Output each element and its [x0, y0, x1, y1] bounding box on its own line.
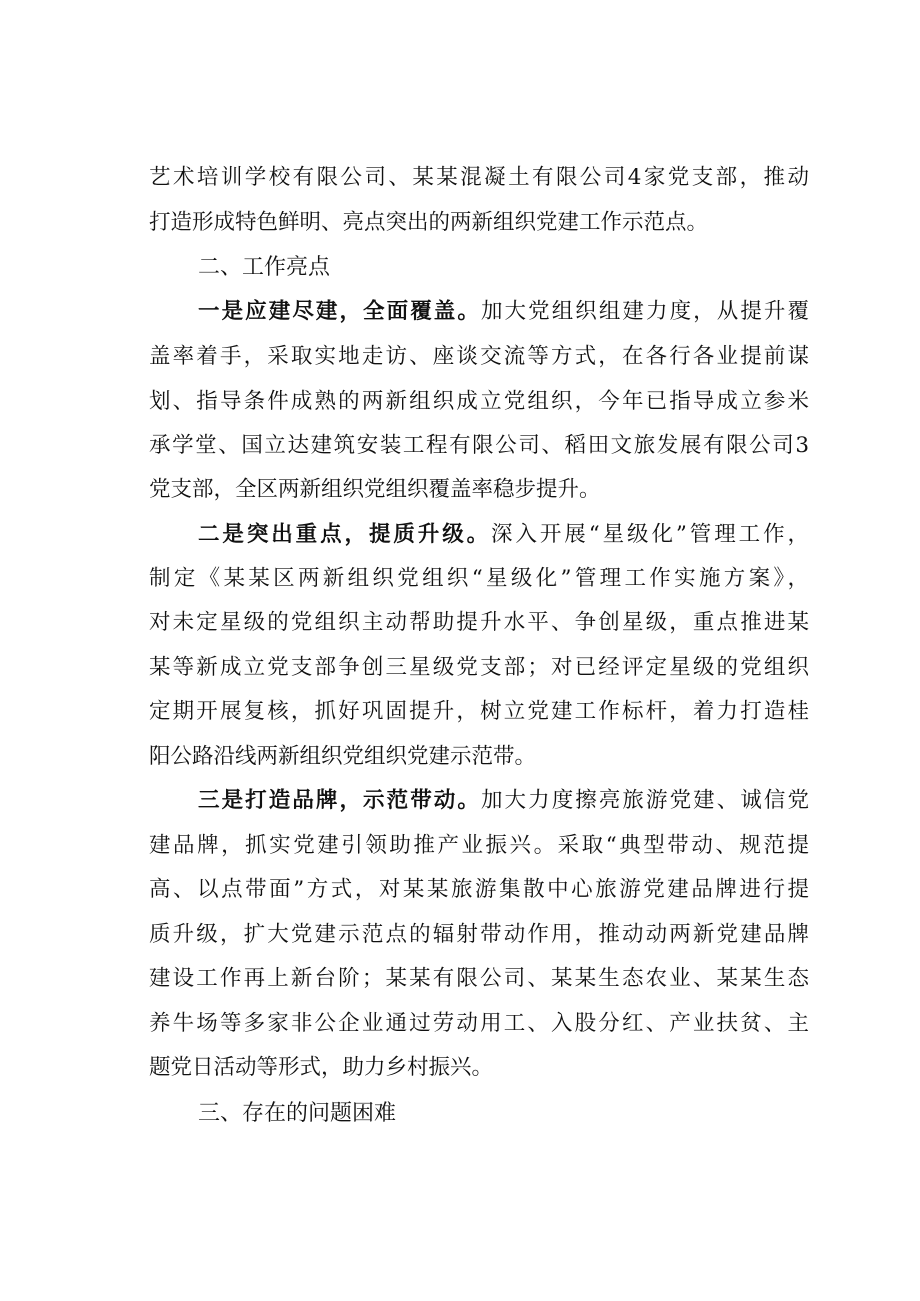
intro-line-1: 艺术培训学校有限公司、某某混凝土有限公司4家党支部，推动: [149, 165, 809, 190]
paragraph-1-lead: 一是应建尽建，全面覆盖。: [198, 299, 481, 324]
section-heading-highlights: 二、工作亮点: [198, 255, 331, 280]
paragraph-1-line-2: 盖率着手，采取实地走访、座谈交流等方式，在各行各业提前谋: [149, 344, 809, 369]
paragraph-2-line-5: 定期开展复核，抓好巩固提升，树立党建工作标杆，着力打造桂: [149, 699, 809, 724]
paragraph-2-line-3: 对未定星级的党组织主动帮助提升水平、争创星级，重点推进某: [149, 610, 809, 635]
paragraph-3-line-4: 质升级，扩大党建示范点的辐射带动作用，推动动两新党建品牌: [149, 922, 809, 947]
paragraph-3-line-7: 题党日活动等形式，助力乡村振兴。: [149, 1055, 494, 1080]
paragraph-1-line-5: 党支部，全区两新组织党组织覆盖率稳步提升。: [149, 477, 601, 502]
paragraph-3-line-2: 建品牌，抓实党建引领助推产业振兴。采取“典型带动、规范提: [149, 833, 809, 858]
paragraph-3-line-3: 高、以点带面”方式，对某某旅游集散中心旅游党建品牌进行提: [149, 877, 809, 902]
paragraph-2-line-2: 制定《某某区两新组织党组织“星级化”管理工作实施方案》，: [149, 566, 809, 591]
paragraph-3-lead: 三是打造品牌，示范带动。: [198, 788, 481, 813]
paragraph-1-line-1: [198, 297, 809, 327]
paragraph-3-line-1-text: 加大力度擦亮旅游党建、诚信党: [480, 788, 809, 813]
paragraph-2-lead: 二是突出重点，提质升级。: [198, 522, 492, 547]
paragraph-1-line-4: 承学堂、国立达建筑安装工程有限公司、稻田文旅发展有限公司3: [149, 433, 809, 458]
paragraph-1-line-3: 划、指导条件成熟的两新组织成立党组织，今年已指导成立参米: [149, 389, 809, 414]
paragraph-2-line-1-text: 深入开展“星级化”管理工作，: [491, 522, 809, 547]
intro-line-2: 打造形成特色鲜明、亮点突出的两新组织党建工作示范点。: [149, 210, 709, 235]
section-heading-problems: 三、存在的问题困难: [198, 1101, 397, 1126]
paragraph-3-line-6: 养牛场等多家非公企业通过劳动用工、入股分红、产业扶贫、主: [149, 1011, 809, 1036]
paragraph-2-line-1: [198, 520, 809, 550]
paragraph-2-line-4: 某等新成立党支部争创三星级党支部；对已经评定星级的党组织: [149, 655, 809, 680]
paragraph-3-line-1: [198, 786, 809, 816]
paragraph-3-line-5: 建设工作再上新台阶；某某有限公司、某某生态农业、某某生态: [149, 966, 809, 991]
paragraph-2-line-6: 阳公路沿线两新组织党组织党建示范带。: [149, 744, 537, 769]
paragraph-1-line-1-text: 加大党组织组建力度，从提升覆: [480, 299, 809, 324]
